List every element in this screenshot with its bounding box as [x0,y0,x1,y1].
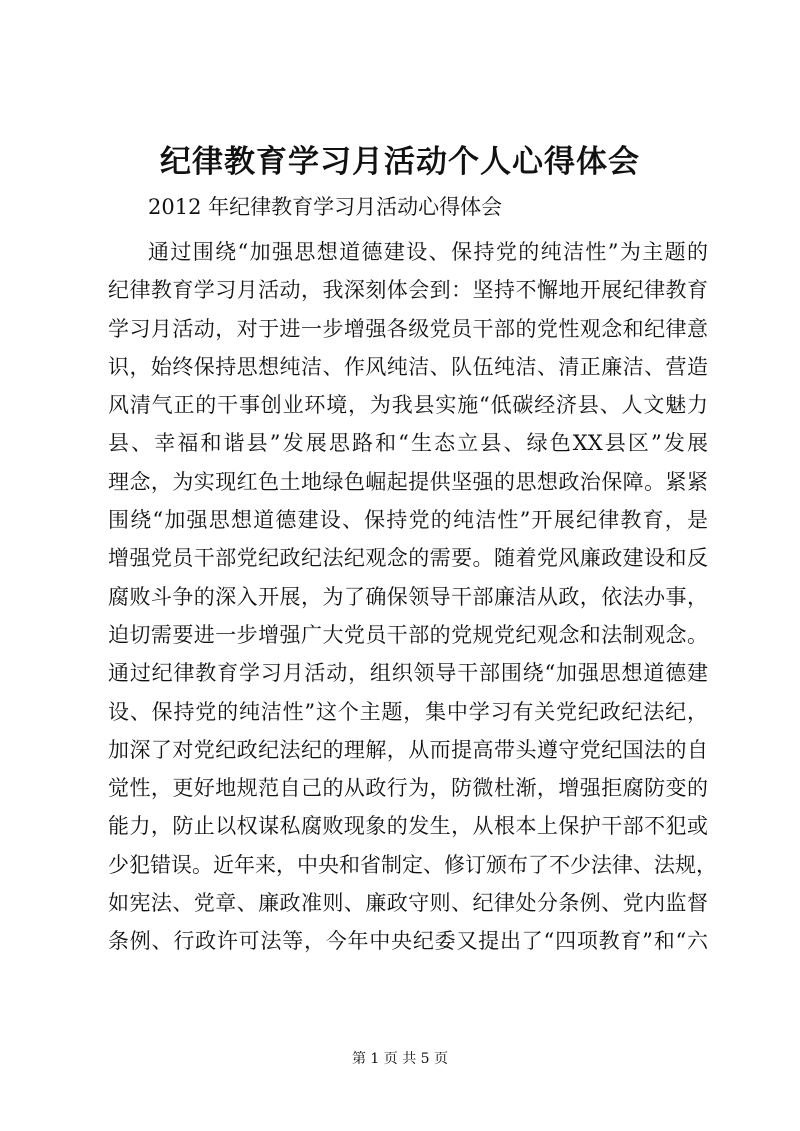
body-line: 增强党员干部党纪政纪法纪观念的需要。随着党风廉政建设和反 [108,546,708,571]
body-line: 风清气正的干事创业环境，为我县实施“低碳经济县、人文魅力 [108,393,708,418]
document-body [108,233,717,961]
body-line: 少犯错误。近年来，中央和省制定、修订颁布了不少法律、法规， [108,852,717,877]
page-number-footer: 第 1 页 共 5 页 [351,1051,449,1067]
body-line: 识，始终保持思想纯洁、作风纯洁、队伍纯洁、清正廉洁、营造 [108,354,708,379]
body-line: 设、保持党的纯洁性”这个主题，集中学习有关党纪政纪法纪， [108,699,708,724]
body-line: 通过纪律教育学习月活动，组织领导干部围绕“加强思想道德建 [108,661,708,686]
body-line: 围绕“加强思想道德建设、保持党的纯洁性”开展纪律教育，是 [108,508,708,533]
body-line: 学习月活动，对于进一步增强各级党员干部的党性观念和纪律意 [108,316,708,341]
body-line: 加深了对党纪政纪法纪的理解，从而提高带头遵守党纪国法的自 [108,737,708,762]
body-line: 通过围绕“加强思想道德建设、保持党的纯洁性”为主题的 [148,240,708,264]
body-line: 县、幸福和谐县”发展思路和“生态立县、绿色XX县区”发展 [108,431,708,456]
body-line: 能力，防止以权谋私腐败现象的发生，从根本上保护干部不犯或 [108,814,708,839]
body-line: 腐败斗争的深入开展，为了确保领导干部廉洁从政，依法办事， [108,584,708,609]
body-line: 理念，为实现红色土地绿色崛起提供坚强的思想政治保障。紧紧 [108,469,708,494]
body-line: 纪律教育学习月活动，我深刻体会到：坚持不懈地开展纪律教育 [108,278,708,303]
body-line: 条例、行政许可法等，今年中央纪委又提出了“四项教育”和“六 [108,929,708,954]
document-title: 纪律教育学习月活动个人心得体会 [160,144,640,180]
body-line: 如宪法、党章、廉政准则、廉政守则、纪律处分条例、党内监督 [108,891,708,916]
body-line: 迫切需要进一步增强广大党员干部的党规党纪观念和法制观念。 [108,622,708,647]
document-subtitle: 2012 年纪律教育学习月活动心得体会 [148,195,503,219]
body-line: 觉性，更好地规范自己的从政行为，防微杜渐，增强拒腐防变的 [108,776,708,801]
